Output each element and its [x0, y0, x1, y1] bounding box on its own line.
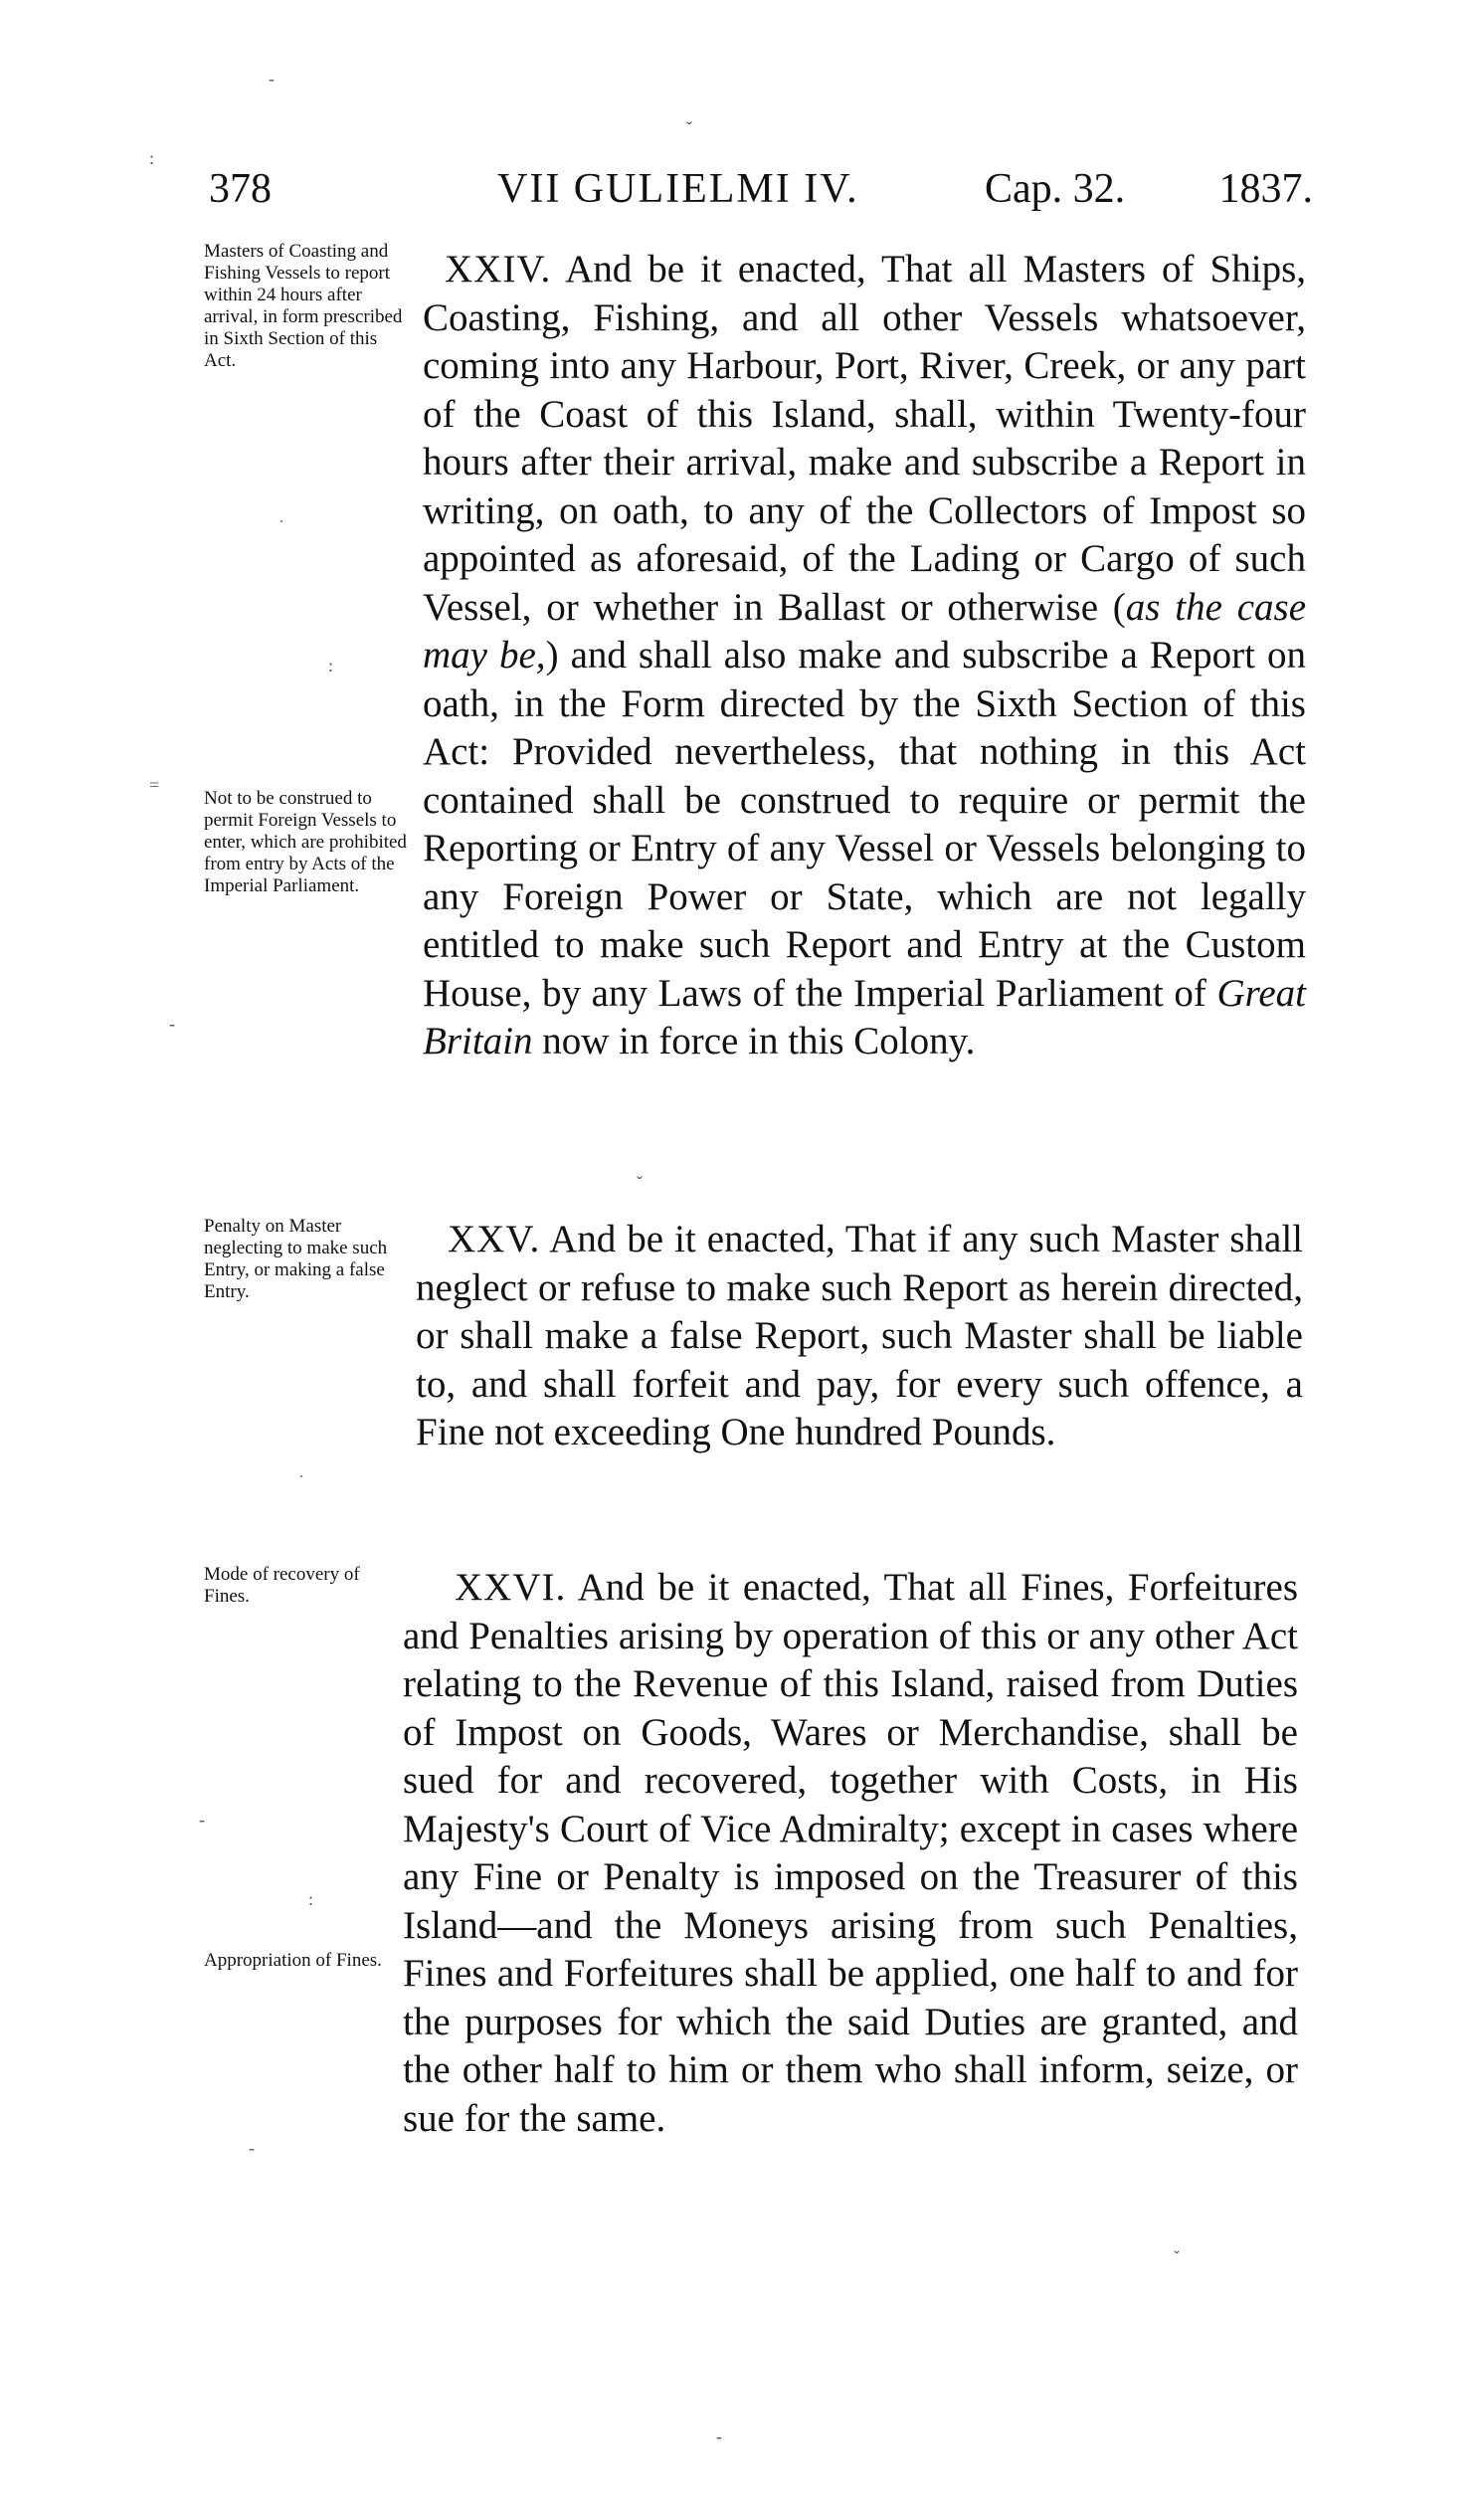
scan-speck: - [269, 69, 275, 89]
scan-speck: = [149, 775, 160, 795]
scan-speck: - [169, 1014, 175, 1034]
margin-note: Penalty on Master neglecting to make such Entry, or making a false Entry. [204, 1216, 388, 1302]
margin-note: Not to be construed to permit Foreign Vessels to enter, which are prohibited from entry by Acts of the Imperial Parliament. [204, 788, 407, 896]
running-title: VII GULIELMI IV. [497, 166, 859, 212]
scan-speck: : [149, 148, 155, 168]
chapter-number: Cap. 32. [985, 166, 1126, 212]
year: 1837. [1218, 166, 1313, 212]
margin-note: Masters of Coasting and Fishing Vessels to report within 24 hours after arrival, in form prescribed in Sixth Section of this Act. [204, 241, 403, 371]
section-text-part: And be it enacted, That all Fines, Forfeitures and Penalties arising by operation of this or any other Act relating to the Revenue of this Island, raised from Duties of Impost on Goods, Wares or Merchandise, shall be sued for and recovered, together with Costs, in His Majesty's Court of Vice Admiralty; except in cases where any Fine or Penalty is imposed on the Treasurer of this Island—and the Moneys arising from such Penalties, Fines and Forfeitures shall be applied, one half to and for the purposes for which the said Duties are granted, and the other half to him or them who shall inform, seize, or sue for the same. [403, 1566, 1298, 2140]
scan-speck: ˇ [686, 118, 692, 138]
page-number: 378 [209, 166, 272, 212]
scan-speck: ˇ [637, 1173, 643, 1193]
section-text [423, 246, 1306, 1066]
section-text-part: ) and shall also make and subscribe a Report on oath, in the Form directed by the Sixth Section of this Act: Provided nevertheless, that nothing in this Act contained shall be construed to require or permit the Reporting or Entry of any Vessel or Vessels belonging to any Foreign Power or State, which are not legally entitled to make such Report and Entry at the Custom House, by any Laws of the Imperial Parliament of [423, 634, 1306, 1015]
scan-speck: - [249, 2138, 255, 2158]
italic-phrase: as the case may be, [423, 585, 1307, 676]
scan-speck: ˙ [298, 1471, 304, 1491]
margin-note: Appropriation of Fines. [204, 1950, 382, 1971]
scan-speck: - [716, 2426, 722, 2446]
section-text-part: And be it enacted, That all Masters of Ships, Coasting, Fishing, and all other Vessels whatsoever, coming into any Harbour, Port, River, Creek, or any part of the Coast of this Island, shall, within Twenty-four hours after their arrival, make and subscribe a Report in writing, on oath, to any of the Collectors of Impost so appointed as aforesaid, of the Lading or Cargo of such Vessel, or whether in Ballast or otherwise ( [423, 248, 1306, 629]
scan-speck: ˇ [1174, 2247, 1180, 2267]
section-text [416, 1216, 1303, 1457]
section-text-part: And be it enacted, That if any such Master shall neglect or refuse to make such Report as herein directed, or shall make a false Report, such Master shall be liable to, and shall forfeit and pay, for every such offence, a Fine not exceeding One hundred Pounds. [416, 1218, 1303, 1453]
italic-phrase: Great Britain [423, 971, 1306, 1062]
scan-speck: - [199, 1810, 205, 1830]
section-number: XXV. [448, 1218, 541, 1260]
running-header [209, 159, 1313, 219]
section-number: XXIV. [445, 248, 552, 290]
section-text [403, 1564, 1298, 2143]
section-number: XXVI. [455, 1566, 567, 1609]
scan-speck: ˙ [278, 516, 284, 536]
margin-note: Mode of recovery of Fines. [204, 1564, 360, 1607]
section-text-part: now in force in this Colony. [532, 1020, 976, 1062]
scan-speck: : [308, 1889, 314, 1909]
scan-speck: : [328, 656, 334, 675]
